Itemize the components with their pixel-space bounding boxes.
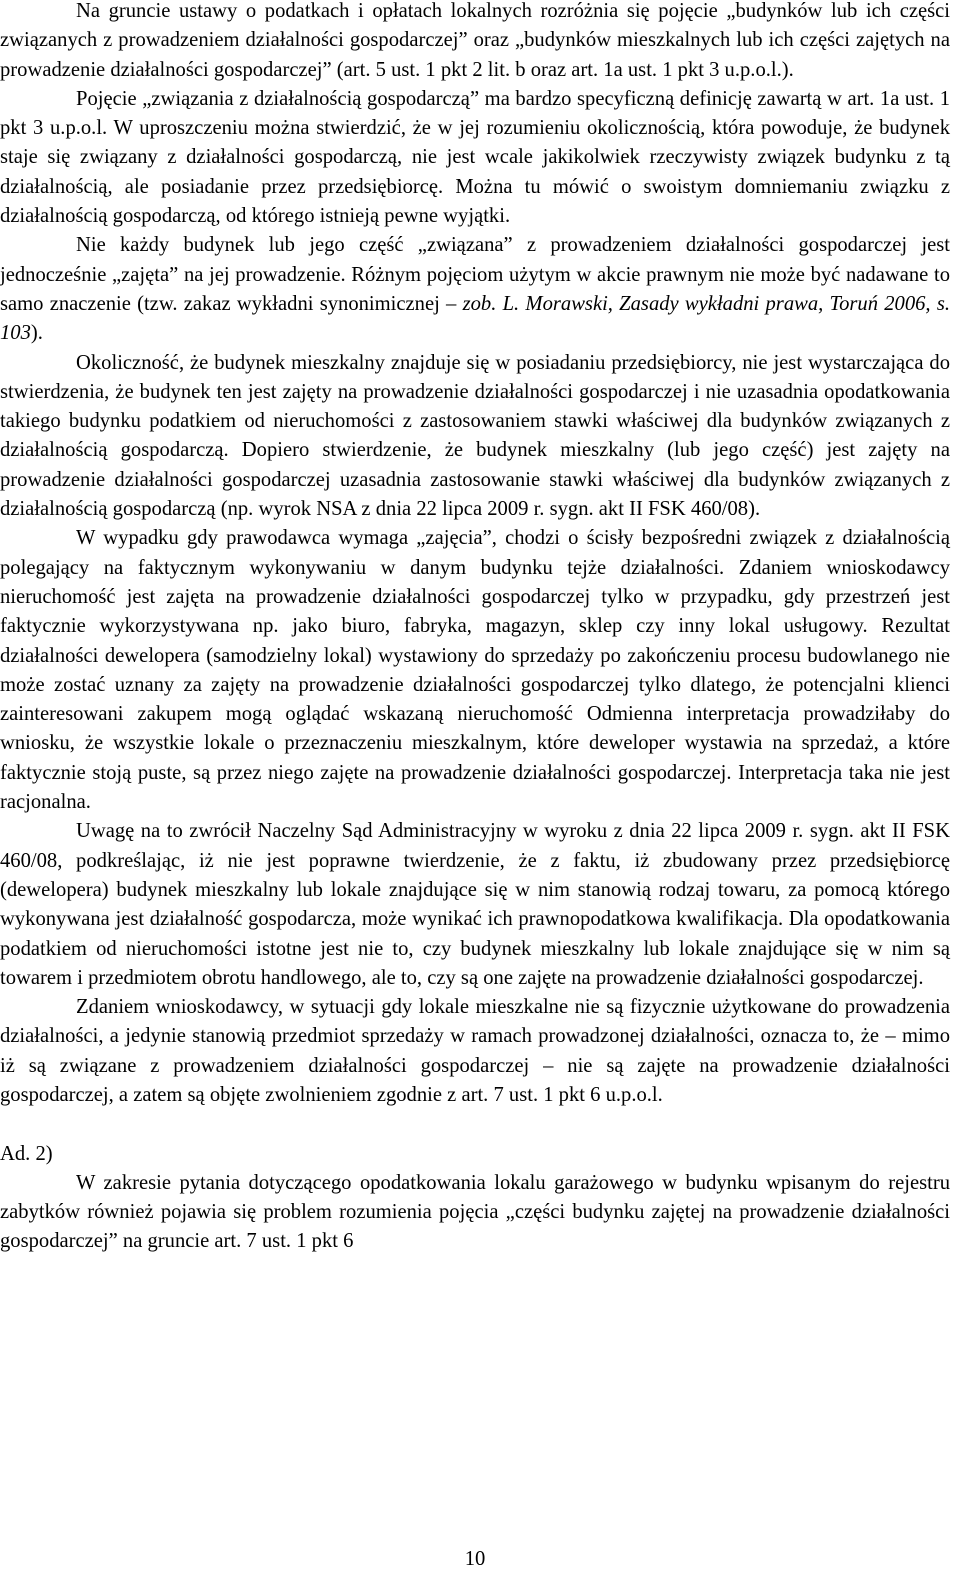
paragraph-3 bbox=[0, 231, 950, 348]
paragraph-7: Zdaniem wnioskodawcy, w sytuacji gdy lokale mieszkalne nie są fizycznie użytkowane do prowadzenia działalności, a jedynie stanowią przedmiot sprzedaży w ramach prowadzonej działalności, oznacza to, że – mimo iż są związane z prowadzeniem działalności gospodarczej – nie są zajęte na prowadzenie działalności gospodarczej, a zatem są objęte zwolnieniem zgodnie z art. 7 ust. 1 pkt 6 u.p.o.l. bbox=[0, 996, 950, 1106]
paragraph-3-end: ). bbox=[30, 322, 43, 345]
section-heading: Ad. 2) bbox=[0, 1142, 53, 1165]
page-number: 10 bbox=[464, 1548, 486, 1570]
paragraph-3-text: Nie każdy budynek lub jego część „związana” z prowadzeniem działalności gospodarczej jest jednocześnie „zajęta” na jej prowadzenie. Różnym pojęciom użytym w akcie prawnym nie może być nadawane to samo znaczenie (tzw. zakaz wykładni synonimicznej – bbox=[0, 234, 950, 315]
paragraph-6: Uwagę na to zwrócił Naczelny Sąd Administracyjny w wyroku z dnia 22 lipca 2009 r. sygn. akt II FSK 460/08, podkreślając, iż nie jest poprawne twierdzenie, że z faktu, iż zbudowany przez przedsiębiorcę (dewelopera) budynek mieszkalny lub lokale znajdujące się w nim stanowią rodzaj towaru, za pomocą którego wykonywana jest działalność gospodarcza, może wynikać ich prawnopodatkowa kwalifikacja. Dla opodatkowania podatkiem od nieruchomości istotne jest nie to, czy budynek mieszkalny lub lokale znajdujące się w nim są towarem i przedmiotem obrotu handlowego, ale to, czy są one zajęte na prowadzenie działalności gospodarczej. bbox=[0, 820, 950, 989]
paragraph-1: Na gruncie ustawy o podatkach i opłatach lokalnych rozróżnia się pojęcie „budynków lub ich części związanych z prowadzeniem działalności gospodarczej” oraz „budynków mieszkalnych lub ich części zajętych na prowadzenie działalności gospodarczej” (art. 5 ust. 1 pkt 2 lit. b oraz art. 1a ust. 1 pkt 3 u.p.o.l.). bbox=[0, 0, 950, 81]
paragraph-2: Pojęcie „związania z działalnością gospodarczą” ma bardzo specyficzną definicję zawartą w art. 1a ust. 1 pkt 3 u.p.o.l. W uproszczeniu można stwierdzić, że w jej rozumieniu okolicznością, która powoduje, że budynek staje się związany z działalności gospodarczą, nie jest wcale jakikolwiek rzeczywisty związek budynku z tą działalnością, ale posiadanie przez przedsiębiorcę. Można tu mówić o swoistym domniemaniu związku z działalnością gospodarczą, od którego istnieją pewne wyjątki. bbox=[0, 87, 950, 228]
paragraph-5: W wypadku gdy prawodawca wymaga „zajęcia”, chodzi o ścisły bezpośredni związek z działalnością polegający na faktycznym wykonywaniu w danym budynku tejże działalności. Zdaniem wnioskodawcy nieruchomość jest zajęta na prowadzenie działalności gospodarczej tylko w przypadku, gdy przestrzeń jest faktycznie wykorzystywana np. jako biuro, fabryka, magazyn, sklep czy inny lokal usługowy. Rezultat działalności dewelopera (samodzielny lokal) wystawiony do sprzedaży po zakończeniu procesu budowlanego nie może zostać uznany za zajęty na prowadzenie działalności gospodarczej tylko dlatego, że potencjalni klienci zainteresowani zakupem mogą oglądać wskazaną nieruchomość Odmienna interpretacja prowadziłaby do wniosku, że wszystkie lokale o przeznaczeniu mieszkalnym, które deweloper wystawia na sprzedaż, a które faktycznie stoją puste, są przez niego zajęte na prowadzenie działalności gospodarczej. Interpretacja taka nie jest racjonalna. bbox=[0, 527, 950, 814]
paragraph-3-citation: zob. L. Morawski, Zasady wykładni prawa, Toruń 2006, s. 103 bbox=[0, 292, 950, 345]
paragraph-4: Okoliczność, że budynek mieszkalny znajduje się w posiadaniu przedsiębiorcy, nie jest wystarczająca do stwierdzenia, że budynek ten jest zajęty na prowadzenie działalności gospodarczej i nie uzasadnia opodatkowania takiego budynku podatkiem od nieruchomości z zastosowaniem stawki właściwej dla budynków związanych z działalnością gospodarczą. Dopiero stwierdzenie, że budynek mieszkalny (lub jego część) jest zajęty na prowadzenie działalności gospodarczej uzasadnia zastosowanie stawki właściwej dla budynków związanych z działalnością gospodarczą (np. wyrok NSA z dnia 22 lipca 2009 r. sygn. akt II FSK 460/08). bbox=[0, 351, 950, 521]
paragraph-8: W zakresie pytania dotyczącego opodatkowania lokalu garażowego w budynku wpisanym do rejestru zabytków również pojawia się problem rozumienia pojęcia „części budynku zajętej na prowadzenie działalności gospodarczej” na gruncie art. 7 ust. 1 pkt 6 bbox=[0, 1171, 950, 1253]
